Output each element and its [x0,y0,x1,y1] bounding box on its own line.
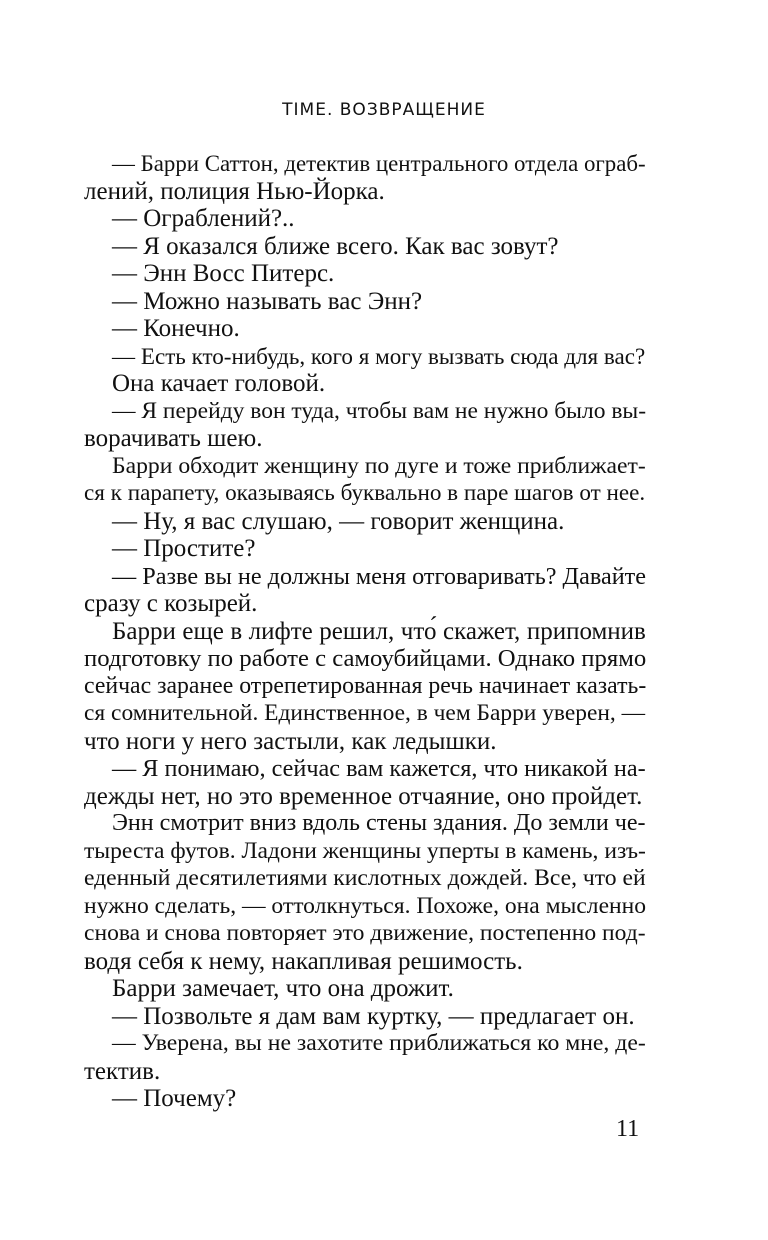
text-line: — Можно называть вас Энн? [112,287,423,315]
text-line: ворачивать шею. [84,425,263,452]
text-line: ся сомнительной. Единственное, в чем Барри уверен, — [84,700,646,726]
text-line: — Позвольте я дам вам куртку, — предлагает он. [112,1002,635,1030]
text-line: — Ограблений?.. [112,205,295,232]
text-line: лений, полиция Нью-Йорка. [84,177,385,205]
text-line: сейчас заранее отрепетированная речь начинает казать- [84,672,647,699]
text-line: — Энн Восс Питерс. [112,260,335,287]
text-line: Барри еще в лифте решил, что́ скажет, припомнив [112,617,646,645]
text-line: еденный десятилетиями кислотных дождей. Все, что ей [84,865,646,891]
body-text [84,150,646,1113]
text-line: ся к парапету, оказываясь буквально в паре шагов от нее. [84,480,646,506]
text-line: — Почему? [112,1085,237,1112]
text-line: тектив. [84,1057,161,1085]
text-line: Барри замечает, что она дрожит. [112,975,454,1002]
text-line: нужно сделать, — оттолкнуться. Похоже, она мысленно [84,892,647,919]
text-line: — Конечно. [112,315,240,342]
text-line: дежды нет, но это временное отчаяние, оно пройдет. [84,782,643,810]
text-line: водя себя к нему, накапливая решимость. [84,947,523,975]
text-line: Барри обходит женщину по дуге и тоже приближает- [112,452,646,479]
text-line: — Простите? [112,535,256,562]
text-line: — Я перейду вон туда, чтобы вам не нужно было вы- [112,397,647,424]
text-line: тыреста футов. Ладони женщины уперты в камень, изъ- [84,837,646,864]
text-line: Энн смотрит вниз вдоль стены здания. До земли че- [112,810,646,836]
text-line: — Есть кто-нибудь, кого я могу вызвать сюда для вас? [112,342,646,369]
text-line: Она качает головой. [112,370,326,397]
text-line: снова и снова повторяет это движение, постепенно под- [84,920,646,946]
text-line: что ноги у него застыли, как ледышки. [84,727,497,755]
text-line: — Барри Саттон, детектив центрального отдела ограб- [112,151,646,176]
text-line: — Я оказался ближе всего. Как вас зовут? [112,232,559,260]
page-number: 11 [616,1116,640,1142]
text-line: — Ну, я вас слушаю, — говорит женщина. [112,507,565,535]
text-line: сразу с козырей. [84,590,258,617]
text-line: подготовку по работе с самоубийцами. Однако прямо [84,645,647,672]
text-line: — Я понимаю, сейчас вам кажется, что никакой на- [112,755,646,782]
text-line: — Уверена, вы не захотите приближаться ко мне, де- [112,1030,646,1056]
text-line: — Разве вы не должны меня отговаривать? Давайте [112,562,646,590]
running-header: TIME. ВОЗВРАЩЕНИЕ [282,100,486,120]
